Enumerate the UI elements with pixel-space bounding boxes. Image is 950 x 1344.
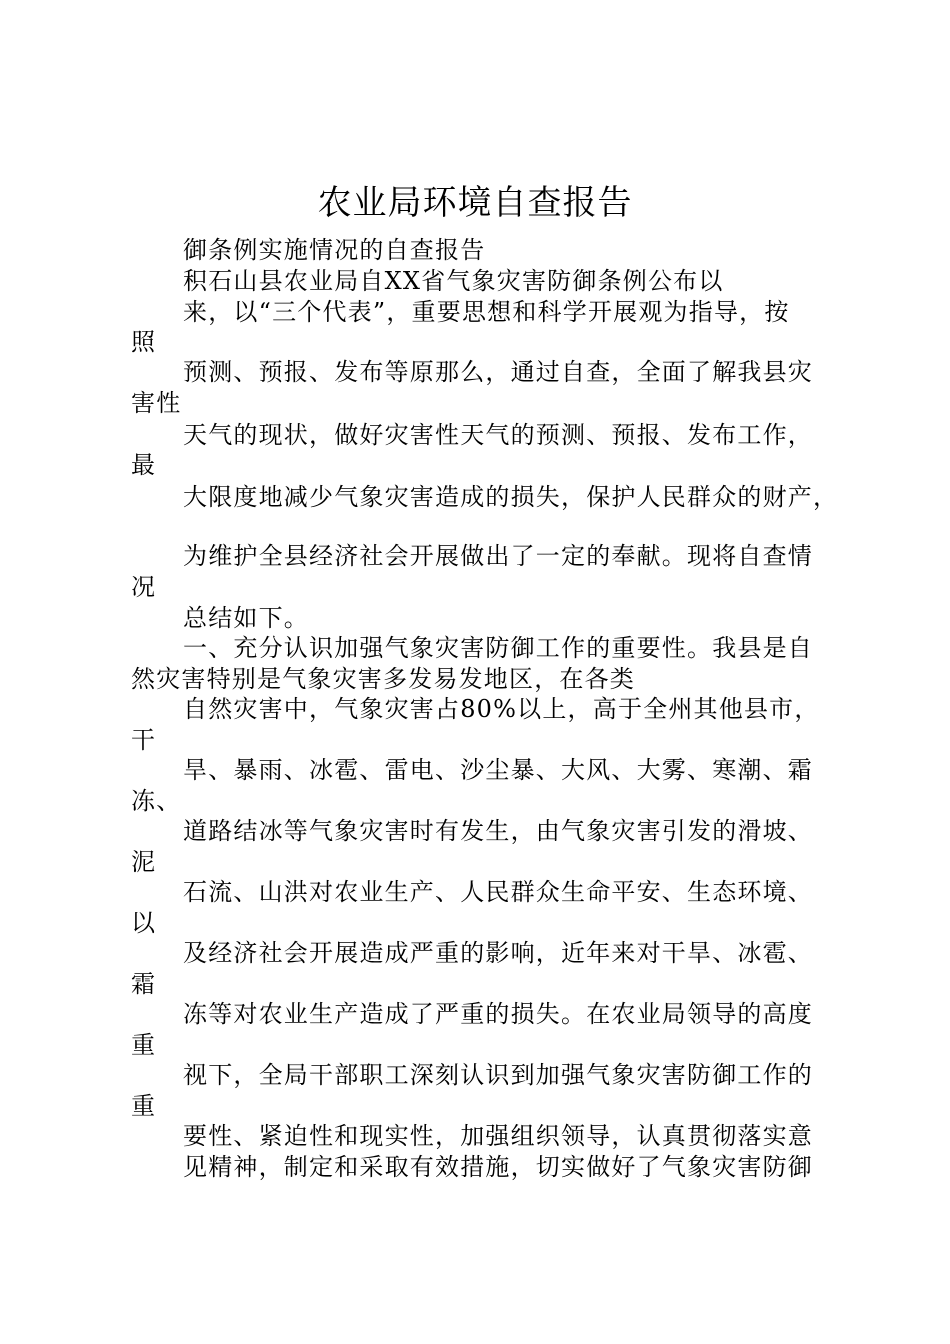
text-line: 视下，全局干部职工深刻认识到加强气象灾害防御工作的 — [183, 1061, 813, 1089]
text-line: 要性、紧迫性和现实性，加强组织领导，认真贯彻落实意 — [183, 1122, 813, 1150]
text-line: 为维护全县经济社会开展做出了一定的奉献。现将自查情 — [183, 542, 813, 570]
text-line: 冻、 — [131, 787, 182, 815]
text-line: 泥 — [131, 848, 157, 876]
text-line: 旱、暴雨、冰雹、雷电、沙尘暴、大风、大雾、寒潮、霜 — [183, 756, 813, 784]
text-line: 干 — [131, 726, 157, 754]
text-line: 积石山县农业局自XX省气象灾害防御条例公布以 — [183, 267, 724, 295]
text-line: 照 — [131, 328, 157, 356]
text-line: 霜 — [131, 970, 157, 998]
text-line: 然灾害特别是气象灾害多发易发地区，在各类 — [131, 665, 635, 693]
text-line: 及经济社会开展造成严重的影响，近年来对干旱、冰雹、 — [183, 939, 813, 967]
text-line: 以 — [131, 909, 157, 937]
text-line: 道路结冰等气象灾害时有发生，由气象灾害引发的滑坡、 — [183, 817, 813, 845]
text-line: 见精神，制定和采取有效措施，切实做好了气象灾害防御 — [183, 1153, 813, 1181]
text-line: 御条例实施情况的自查报告 — [183, 236, 486, 264]
text-line: 最 — [131, 451, 157, 479]
text-line: 预测、预报、发布等原那么，通过自查，全面了解我县灾 — [183, 358, 813, 386]
text-line: 害性 — [131, 389, 182, 417]
text-line: 来，以“三个代表”，重要思想和科学开展观为指导，按 — [183, 298, 790, 326]
text-line: 天气的现状，做好灾害性天气的预测、预报、发布工作， — [183, 421, 813, 449]
document-title: 农业局环境自查报告 — [317, 183, 633, 223]
text-line: 重 — [131, 1031, 157, 1059]
text-line: 况 — [131, 573, 157, 601]
text-line: 石流、山洪对农业生产、人民群众生命平安、生态环境、 — [183, 878, 813, 906]
text-line: 重 — [131, 1092, 157, 1120]
text-line: 大限度地减少气象灾害造成的损失，保护人民群众的财产， — [183, 483, 839, 511]
text-line: 冻等对农业生产造成了严重的损失。在农业局领导的高度 — [183, 1000, 813, 1028]
text-line: 自然灾害中，气象灾害占80%以上，高于全州其他县市， — [183, 695, 820, 723]
text-line: 总结如下。 — [183, 604, 309, 632]
text-line: 一、充分认识加强气象灾害防御工作的重要性。我县是自 — [183, 634, 813, 662]
